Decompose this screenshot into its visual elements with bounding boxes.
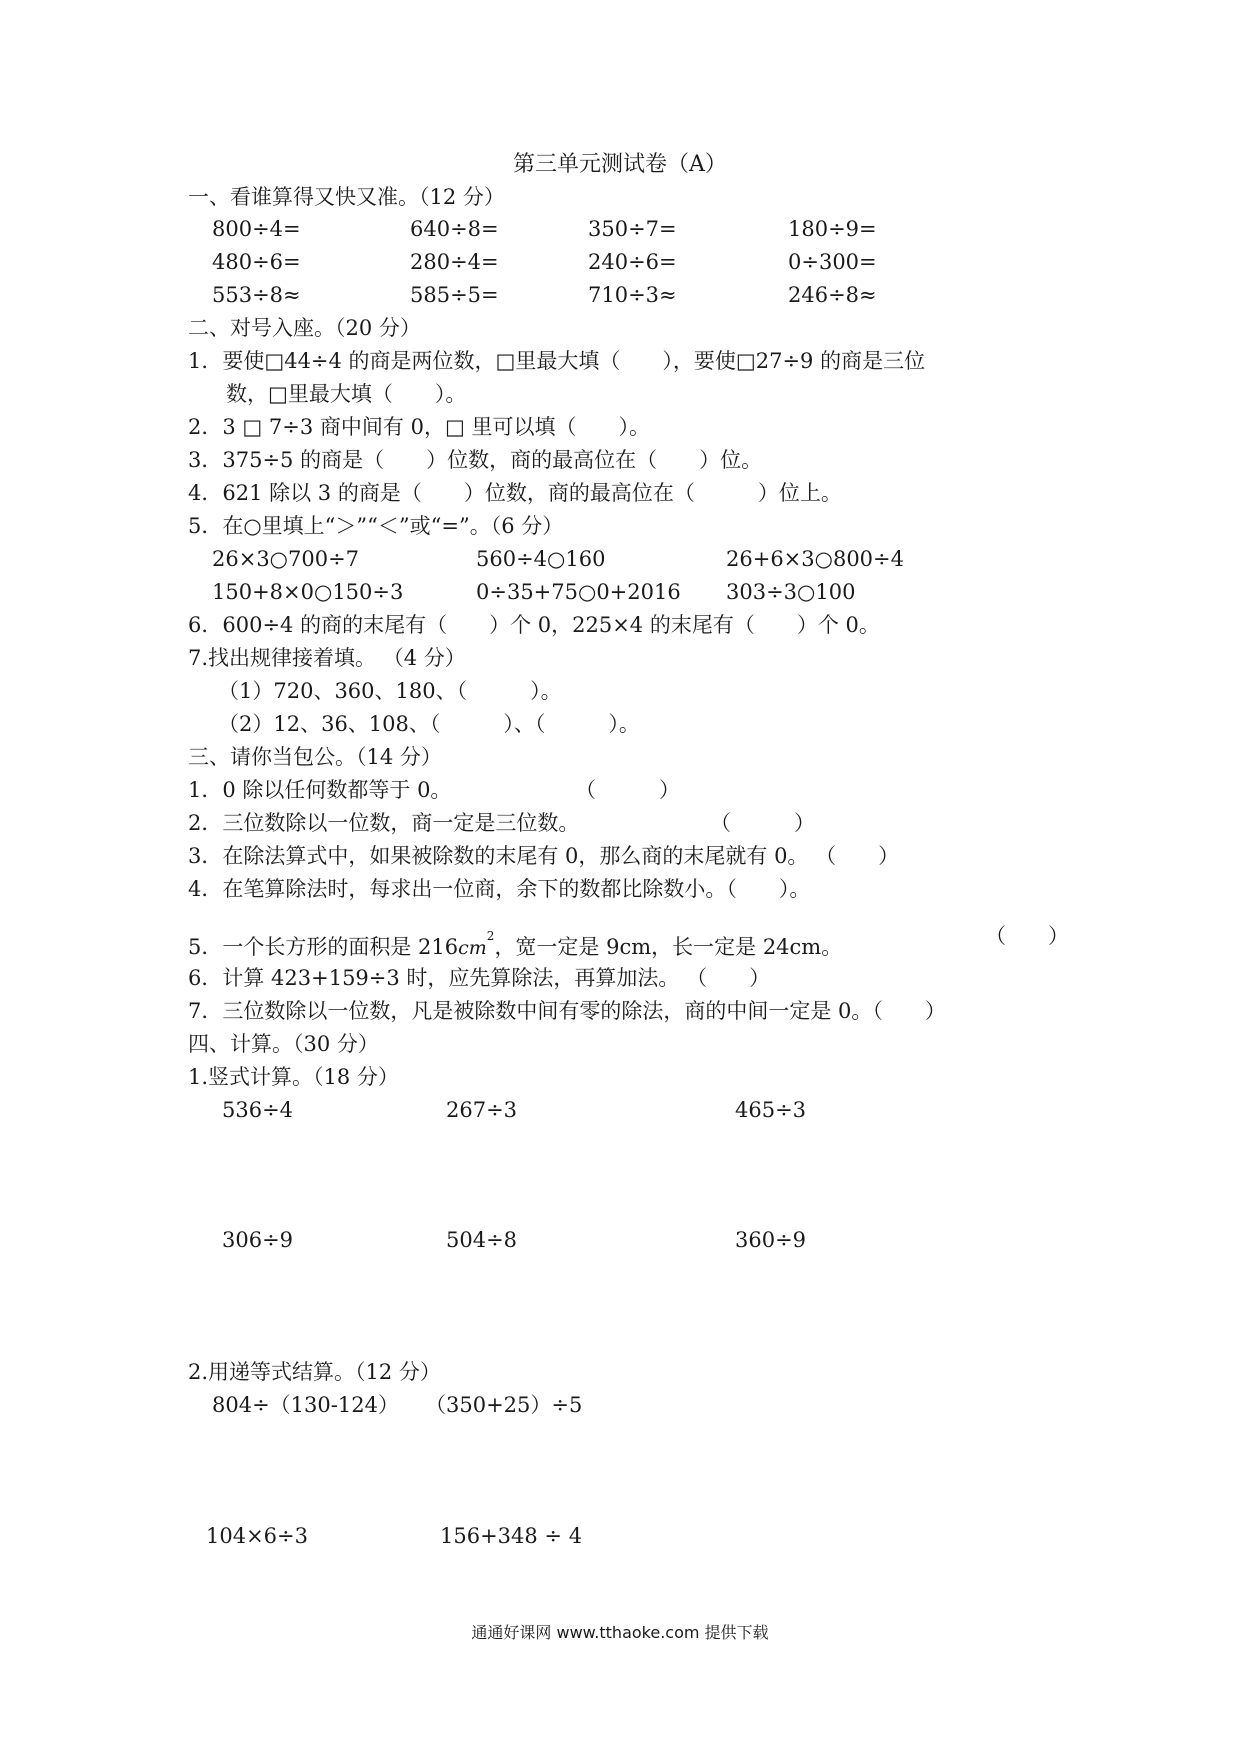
problem: 585÷5= (410, 283, 499, 307)
question: 5．在○里填上“＞”“＜”或“=”。（6 分） (188, 514, 564, 538)
problem: 640÷8= (410, 217, 499, 241)
problem: 360÷9 (735, 1228, 807, 1252)
problem: 504÷8 (446, 1228, 518, 1252)
comparison: 26×3○700÷7 (212, 547, 360, 571)
section-3-header: 三、请你当包公。（14 分） (188, 745, 442, 769)
unit-exponent: 2 (486, 929, 495, 943)
statement (188, 922, 842, 962)
problem: 306÷9 (222, 1228, 294, 1252)
problem: 240÷6= (588, 250, 677, 274)
answer-parentheses: （ ） (985, 924, 1069, 948)
statement: 7．三位数除以一位数，凡是被除数中间有零的除法，商的中间一定是 0。（ ） (188, 999, 946, 1023)
problem: 156+348 ÷ 4 (440, 1524, 583, 1548)
sub-question: （2）12、36、108、（ ）、（ ）。 (218, 712, 640, 736)
comparison: 0÷35+75○0+2016 (476, 580, 681, 604)
problem: 800÷4= (212, 217, 301, 241)
statement: 1．0 除以任何数都等于 0。 (188, 778, 452, 802)
footer-watermark: 通通好课网 www.tthaoke.com 提供下载 (471, 1623, 769, 1642)
problem: 350÷7= (588, 217, 677, 241)
problem: 104×6÷3 (206, 1524, 308, 1548)
problem: 465÷3 (735, 1098, 807, 1122)
question: 4．621 除以 3 的商是（ ）位数，商的最高位在（ ）位上。 (188, 481, 842, 505)
section-1-header: 一、看谁算得又快又准。（12 分） (188, 185, 505, 209)
problem: 553÷8≈ (212, 283, 301, 307)
problem: 804÷（130-124） (212, 1393, 399, 1417)
problem: 280÷4= (410, 250, 499, 274)
question-continued: 数，□里最大填（ ）。 (226, 382, 467, 406)
area-unit: cm (458, 937, 487, 959)
section-2-header: 二、对号入座。（20 分） (188, 316, 421, 340)
page-title: 第三单元测试卷（A） (513, 152, 727, 177)
comparison: 560÷4○160 (476, 547, 606, 571)
answer-parentheses: （ ） (710, 811, 815, 835)
statement: 3．在除法算式中，如果被除数的末尾有 0，那么商的末尾就有 0。 （ ） (188, 844, 900, 868)
question: 6．600÷4 的商的末尾有（ ）个 0，225×4 的末尾有（ ）个 0。 (188, 613, 880, 637)
statement-text: 5．一个长方形的面积是 216 (188, 935, 459, 959)
comparison: 26+6×3○800÷4 (726, 547, 904, 571)
problem: 710÷3≈ (588, 283, 677, 307)
problem: 267÷3 (446, 1098, 518, 1122)
statement-text: ，宽一定是 9cm，长一定是 24cm。 (494, 935, 843, 959)
section-4-header: 四、计算。（30 分） (188, 1032, 379, 1056)
sub-question: （1）720、360、180、（ ）。 (218, 679, 562, 703)
subsection-header: 1.竖式计算。（18 分） (188, 1065, 399, 1089)
problem: 246÷8≈ (788, 283, 877, 307)
answer-parentheses: （ ） (575, 778, 680, 802)
problem: 480÷6= (212, 250, 301, 274)
statement: 6．计算 423+159÷3 时，应先算除法，再算加法。 （ ） (188, 966, 771, 990)
problem: （350+25）÷5 (425, 1393, 583, 1417)
problem: 180÷9= (788, 217, 877, 241)
problem: 536÷4 (222, 1098, 294, 1122)
comparison: 150+8×0○150÷3 (212, 580, 404, 604)
statement: 2．三位数除以一位数，商一定是三位数。 (188, 811, 580, 835)
question: 3．375÷5 的商是（ ）位数，商的最高位在（ ）位。 (188, 448, 763, 472)
comparison: 303÷3○100 (726, 580, 856, 604)
question: 2．3 □ 7÷3 商中间有 0，□ 里可以填（ ）。 (188, 415, 650, 439)
question: 1．要使□44÷4 的商是两位数，□里最大填（ ），要使□27÷9 的商是三位 (188, 349, 926, 373)
statement: 4．在笔算除法时，每求出一位商，余下的数都比除数小。（ ）。 (188, 877, 811, 901)
subsection-header: 2.用递等式结算。（12 分） (188, 1360, 441, 1384)
question: 7.找出规律接着填。 （4 分） (188, 646, 466, 670)
problem: 0÷300= (788, 250, 877, 274)
